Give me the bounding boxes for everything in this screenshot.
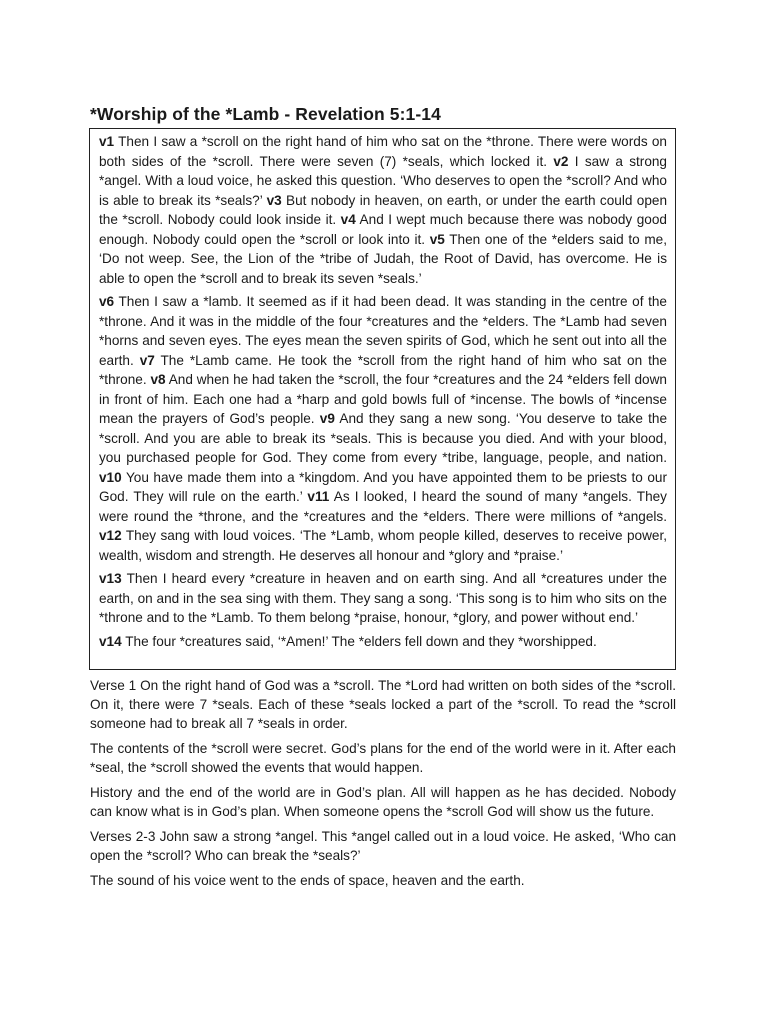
verse-number: v4 (340, 212, 356, 227)
verse-number: v8 (150, 372, 166, 387)
scripture-box (89, 128, 676, 670)
verse-text: And they sang a new song. ‘You deserve to take the *scroll. And you are able to break its *seals. This is because you died. And with your blood, you purchased people for God. They come from every *tribe, language, people, and nation. (99, 411, 668, 465)
verse-text: I saw a strong *angel. With a loud voice, he asked this question. ‘Who deserves to open the *scroll? And who is able to break its *seals?’ (99, 153, 667, 208)
verse-text: Then I saw a *lamb. It seemed as if it had been dead. It was standing in the centre of the *throne. And it was in the middle of the four *creatures and the *elders. The *Lamb had seven *horns and seven eyes. The eyes mean the seven spirits of God, which he sent out into all the earth. (99, 294, 667, 368)
verse-number: v3 (266, 192, 282, 208)
commentary-paragraph: Verses 2-3 John saw a strong *angel. This *angel called out in a loud voice. He asked, ‘Who can open the *scroll? Who can break the *seals?’ (90, 829, 676, 863)
verse-number: v5 (429, 231, 445, 247)
verse-number: v2 (553, 153, 569, 169)
verse-text: Then I heard every *creature in heaven and on earth sing. And all *creatures under the earth, on and in the sea sing with them. They sang a song. ‘This song is to him who sits on the *throne and to the *Lamb. To them belong *praise, honour, *glory, and power without end.’ (99, 571, 667, 625)
commentary-paragraph: Verse 1 On the right hand of God was a *scroll. The *Lord had written on both sides of the *scroll. On it, there were 7 *seals. Each of these *seals locked a part of the *scroll. To read the *scroll someone had to break all 7 *seals in order. (90, 678, 676, 731)
scripture-paragraph (99, 292, 667, 565)
commentary-paragraph: The contents of the *scroll were secret. God’s plans for the end of the world were in it. After each *seal, the *scroll showed the events that would happen. (90, 741, 676, 775)
verse-text: And when he had taken the *scroll, the four *creatures and the 24 *elders fell down in front of him. Each one had a *harp and gold bowls full of *incense. The bowls of *incense mean the prayers of God’s people. (99, 372, 667, 426)
verse-number: v12 (99, 528, 122, 543)
verse-number: v13 (99, 571, 122, 586)
verse-text: They sang with loud voices. ‘The *Lamb, whom people killed, deserves to receive power, wealth, wisdom and strength. He deserves all honour and *glory and *praise.’ (99, 528, 667, 563)
verse-text: As I looked, I heard the sound of many *angels. They were round the *throne, and the *creatures and the *elders. There were millions of *angels. (99, 489, 667, 524)
verse-text: Then I saw a *scroll on the right hand of him who sat on the *throne. There were words on both sides of the *scroll. There were seven (7) *seals, which locked it. (99, 134, 667, 169)
verse-text: But nobody in heaven, on earth, or under the earth could open the *scroll. Nobody could look inside it. (99, 192, 667, 227)
verse-text: You have made them into a *kingdom. And you have appointed them to be priests to our God. They will rule on the earth.’ (99, 469, 667, 504)
verse-number: v11 (307, 489, 330, 504)
verse-number: v10 (99, 469, 122, 485)
verse-number: v1 (99, 134, 115, 149)
scripture-paragraph (99, 569, 667, 628)
commentary-paragraph: History and the end of the world are in God’s plan. All will happen as he has decided. Nobody can know what is in God’s plan. When someone opens the *scroll God will show us the future. (90, 785, 676, 819)
verse-text: The four *creatures said, ‘*Amen!’ The *elders fell down and they *worshipped. (121, 633, 597, 649)
verse-text: Then one of the *elders said to me, ‘Do not weep. See, the Lion of the *tribe of Judah, the Root of David, has overcome. He is able to open the *scroll and to break its seven *seals.’ (99, 231, 667, 286)
verse-number: v14 (99, 633, 122, 649)
scripture-paragraph (99, 132, 667, 288)
scripture-paragraph (99, 632, 667, 652)
verse-text: And I wept much because there was nobody good enough. Nobody could open the *scroll or look into it. (99, 212, 667, 247)
verse-number: v7 (139, 352, 155, 368)
verse-number: v9 (319, 411, 335, 426)
commentary (90, 676, 676, 896)
page-title: *Worship of the *Lamb - Revelation 5:1-14 (90, 104, 441, 124)
commentary-paragraph: The sound of his voice went to the ends of space, heaven and the earth. (90, 873, 525, 888)
verse-text: The *Lamb came. He took the *scroll from the right hand of him who sat on the *throne. (99, 352, 667, 387)
verse-number: v6 (99, 294, 115, 309)
